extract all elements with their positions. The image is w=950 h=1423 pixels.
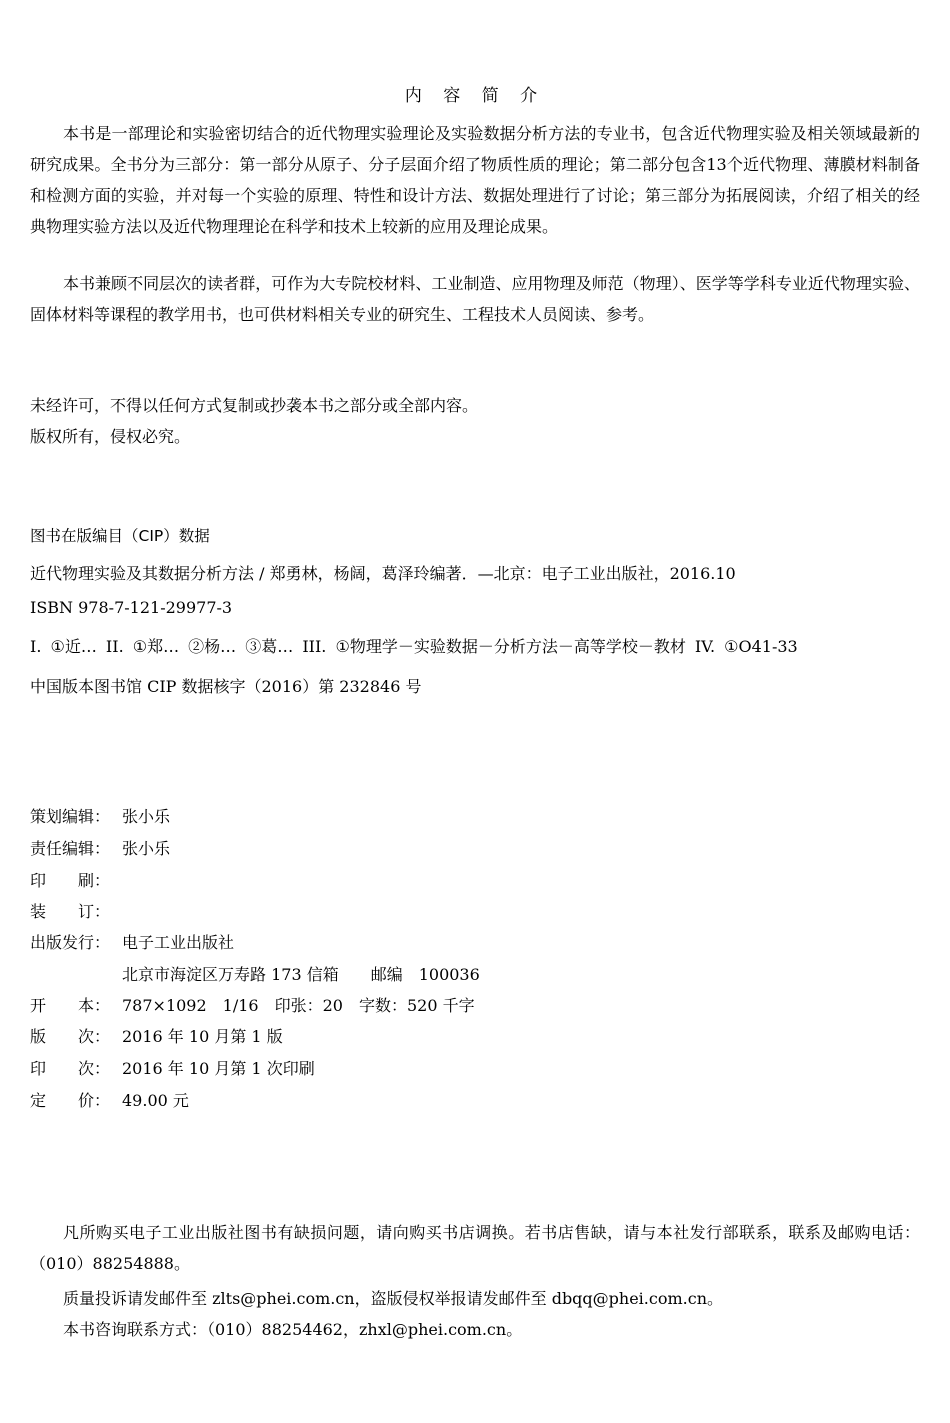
impression-label: 印 次： bbox=[30, 1059, 110, 1078]
edition-row bbox=[30, 1026, 283, 1048]
binding-label: 装 订： bbox=[30, 902, 110, 921]
binding-row bbox=[30, 901, 122, 923]
price-row bbox=[30, 1090, 189, 1112]
intro-paragraph-2: 本书兼顾不同层次的读者群，可作为大专院校材料、工业制造、应用物理及师范（物理）、医学等学科专业近代物理实验、固体材料等课程的教学用书，也可供材料相关专业的研究生、工程技术人员阅读、参考。 bbox=[30, 274, 920, 324]
cip-number: 中国版本图书馆 CIP 数据核字（2016）第 232846 号 bbox=[30, 677, 422, 696]
publisher-address: 北京市海淀区万寿路 173 信箱 邮编 100036 bbox=[122, 965, 480, 984]
edition-value: 2016 年 10 月第 1 版 bbox=[122, 1027, 283, 1046]
format-row bbox=[30, 995, 475, 1017]
responsible-editor-value: 张小乐 bbox=[122, 839, 171, 858]
impression-value: 2016 年 10 月第 1 次印刷 bbox=[122, 1059, 315, 1078]
responsible-editor-row bbox=[30, 838, 170, 860]
responsible-editor-label: 责任编辑： bbox=[30, 839, 111, 858]
cip-heading: 图书在版编目（CIP）数据 bbox=[30, 527, 210, 545]
publisher-label: 出版发行： bbox=[30, 933, 111, 952]
planning-editor-row bbox=[30, 806, 170, 828]
printing-row bbox=[30, 870, 122, 892]
complaint-notice: 质量投诉请发邮件至 zlts@phei.com.cn，盗版侵权举报请发邮件至 dbqq@phei.com.cn。 bbox=[63, 1289, 724, 1308]
format-value: 787×1092 1/16 印张：20 字数：520 千字 bbox=[122, 996, 475, 1015]
impression-row bbox=[30, 1058, 315, 1080]
cip-classification: I. ①近… II. ①郑… ②杨… ③葛… III. ①物理学－实验数据－分析方法－高等学校－教材 IV. ①O41-33 bbox=[30, 637, 798, 656]
cip-record: 近代物理实验及其数据分析方法 / 郑勇林，杨阔，葛泽玲编著．—北京：电子工业出版社，2016.10 bbox=[30, 564, 736, 583]
planning-editor-label: 策划编辑： bbox=[30, 807, 111, 826]
price-value: 49.00 元 bbox=[122, 1091, 189, 1110]
copyright-notice: 未经许可，不得以任何方式复制或抄袭本书之部分或全部内容。 bbox=[30, 396, 479, 415]
cip-isbn: ISBN 978-7-121-29977-3 bbox=[30, 598, 233, 617]
planning-editor-value: 张小乐 bbox=[122, 807, 171, 826]
format-label: 开 本： bbox=[30, 996, 110, 1015]
copyright-reserved: 版权所有，侵权必究。 bbox=[30, 427, 191, 446]
printing-label: 印 刷： bbox=[30, 871, 110, 890]
contact-notice: 本书咨询联系方式：（010）88254462，zhxl@phei.com.cn。 bbox=[63, 1320, 523, 1339]
publisher-value: 电子工业出版社 bbox=[122, 933, 235, 952]
price-label: 定 价： bbox=[30, 1091, 110, 1110]
intro-paragraph-1: 本书是一部理论和实验密切结合的近代物理实验理论及实验数据分析方法的专业书，包含近代物理实验及相关领域最新的研究成果。全书分为三部分：第一部分从原子、分子层面介绍了物质性质的理论；第二部分包含13个近代物理、薄膜材料制备和检测方面的实验，并对每一个实验的原理、特性和设计方法、数据处理进行了讨论；第三部分为拓展阅读，介绍了相关的经典物理实验方法以及近代物理理论在科学和技术上较新的应用及理论成果。 bbox=[30, 124, 920, 236]
return-notice: 凡所购买电子工业出版社图书有缺损问题，请向购买书店调换。若书店售缺，请与本社发行部联系，联系及邮购电话：（010）88254888。 bbox=[30, 1223, 920, 1273]
publisher-row bbox=[30, 932, 234, 954]
edition-label: 版 次： bbox=[30, 1027, 110, 1046]
intro-heading: 内 容 简 介 bbox=[404, 86, 546, 106]
